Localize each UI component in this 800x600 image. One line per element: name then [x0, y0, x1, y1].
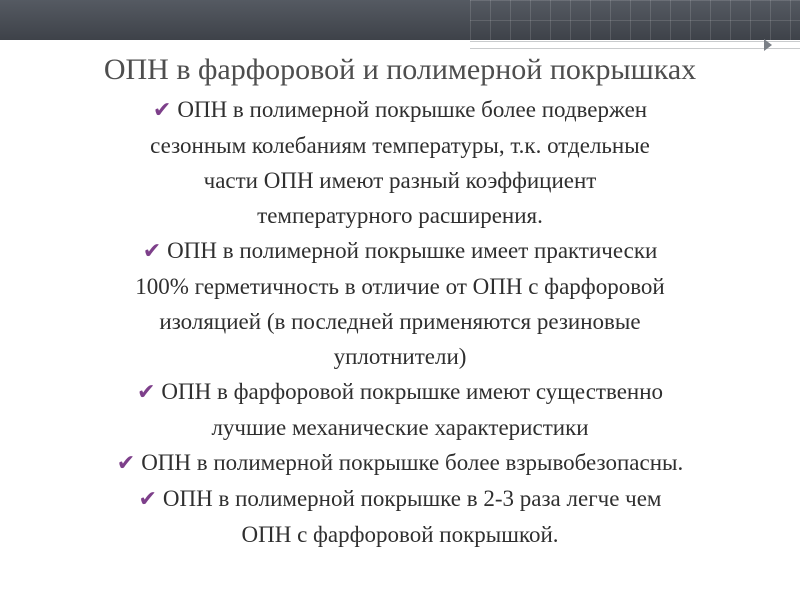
- check-mark-icon: ✔: [138, 487, 157, 512]
- check-mark-icon: ✔: [152, 98, 172, 123]
- bullet-line: ОПН в полимерной покрышке более взрывобезопасны.: [141, 450, 684, 475]
- bullet-line: уплотнители): [333, 344, 467, 369]
- bullet-line: температурного расширения.: [257, 203, 543, 228]
- bullet-line: ОПН с фарфоровой покрышкой.: [241, 522, 559, 547]
- check-mark-icon: ✔: [142, 239, 162, 264]
- bullet-line: сезонным колебаниям температуры, т.к. отдельные: [150, 133, 650, 158]
- check-mark-icon: ✔: [136, 380, 156, 405]
- bullet-line: части ОПН имеют разный коэффициент: [203, 168, 597, 193]
- bullet-line: ОПН в полимерной покрышке имеет практически: [167, 238, 658, 263]
- bullet-line: ОПН в фарфоровой покрышке имеют существенно: [161, 379, 664, 404]
- bullet-line: лучшие механические характеристики: [211, 415, 589, 440]
- slide-title: ОПН в фарфоровой и полимерной покрышках: [103, 53, 697, 86]
- bullet-item: [0, 445, 800, 481]
- bullet-item: [0, 233, 800, 374]
- bullet-line: ОПН в полимерной покрышке в 2-3 раза легче чем: [162, 486, 662, 511]
- header-grid-pattern: [470, 0, 800, 40]
- bullet-item: [0, 481, 800, 552]
- check-mark-icon: ✔: [116, 451, 136, 476]
- bullet-line: изоляцией (в последней применяются резиновые: [159, 309, 641, 334]
- bullet-item: [0, 374, 800, 445]
- bullet-list: [0, 92, 800, 552]
- header-divider-line: [470, 41, 800, 42]
- bullet-line: 100% герметичность в отличие от ОПН с фарфоровой: [135, 274, 665, 299]
- bullet-item: [0, 92, 800, 233]
- bullet-line: ОПН в полимерной покрышке более подвержен: [177, 97, 648, 122]
- header-divider-line: [470, 48, 800, 49]
